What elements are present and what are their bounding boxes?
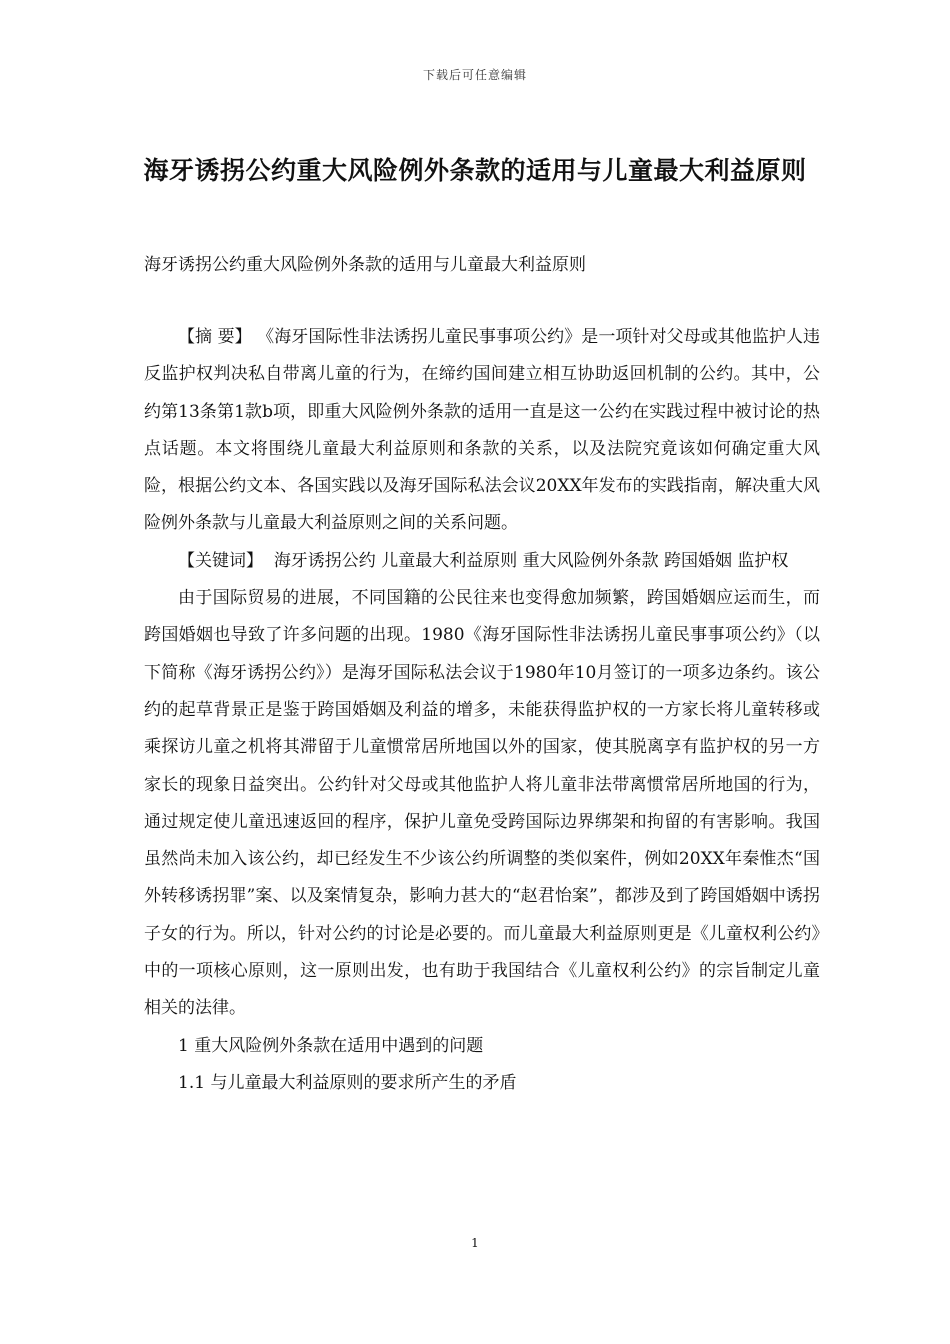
document-body xyxy=(144,319,820,1102)
subsection-heading: 1.1 与儿童最大利益原则的要求所产生的矛盾 xyxy=(178,1072,517,1093)
keywords-text: 海牙诱拐公约 儿童最大利益原则 重大风险例外条款 跨国婚姻 监护权 xyxy=(273,550,789,571)
abstract-label: 【摘 要】 xyxy=(178,327,252,347)
body-paragraph: 由于国际贸易的进展，不同国籍的公民往来也变得愈加频繁，跨国婚姻应运而生，而跨国婚姻也导致了许多问题的出现。1980《海牙国际性非法诱拐儿童民事事项公约》（以下简称《海牙诱拐公约》）是海牙国际私法会议于1980年10月签订的一项多边条约。该公约的起草背景正是鉴于跨国婚姻及利益的增多，未能获得监护权的一方家长将儿童转移或乘探访儿童之机将其滞留于儿童惯常居所地国以外的国家，使其脱离享有监护权的另一方家长的现象日益突出。公约针对父母或其他监护人将儿童非法带离惯常居所地国的行为，通过规定使儿童迅速返回的程序，保护儿童免受跨国际边界绑架和拘留的有害影响。我国虽然尚未加入该公约，却已经发生不少该公约所调整的类似案件，例如20XX年秦惟杰“国外转移诱拐罪”案、以及案情复杂，影响力甚大的“赵君怡案”，都涉及到了跨国婚姻中诱拐子女的行为。所以，针对公约的讨论是必要的。而儿童最大利益原则更是《儿童权利公约》中的一项核心原则，这一原则出发，也有助于我国结合《儿童权利公约》的宗旨制定儿童相关的法律。 xyxy=(144,588,820,1019)
page-number: 1 xyxy=(471,1236,479,1250)
keywords-label: 【关键词】 xyxy=(178,550,263,571)
keywords-paragraph xyxy=(144,543,820,580)
abstract-text: 《海牙国际性非法诱拐儿童民事事项公约》是一项针对父母或其他监护人违反监护权判决私自带离儿童的行为，在缔约国间建立相互协助返回机制的公约。其中，公约第13条第1款b项，即重大风险例外条款的适用一直是这一公约在实践过程中被讨论的热点话题。本文将围绕儿童最大利益原则和条款的关系，以及法院究竟该如何确定重大风险，根据公约文本、各国实践以及海牙国际私法会议20XX年发布的实践指南，解决重大风险例外条款与儿童最大利益原则之间的关系问题。 xyxy=(144,327,821,534)
abstract-paragraph xyxy=(144,319,820,543)
document-subtitle: 海牙诱拐公约重大风险例外条款的适用与儿童最大利益原则 xyxy=(144,255,586,275)
page-header: 下载后可任意编辑 xyxy=(422,68,527,82)
document-title: 海牙诱拐公约重大风险例外条款的适用与儿童最大利益原则 xyxy=(143,156,807,185)
section-heading: 1 重大风险例外条款在适用中遇到的问题 xyxy=(178,1035,484,1056)
